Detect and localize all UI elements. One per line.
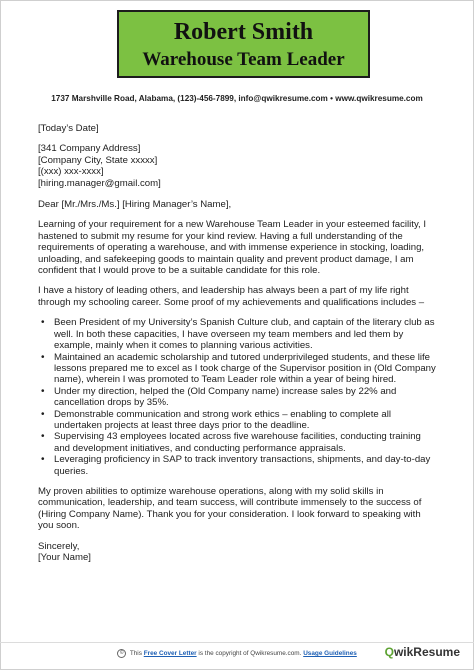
address-line: [hiring.manager@gmail.com] — [38, 177, 161, 189]
footer-divider — [0, 642, 474, 643]
signature-name: [Your Name] — [38, 552, 91, 563]
paragraph-history: I have a history of leading others, and leadership has always been a part of my life right through my schooling career. Some proof of my achievements and qualifications includes – — [38, 285, 425, 308]
applicant-name: Robert Smith — [173, 19, 314, 45]
address-line: [341 Company Address] — [38, 143, 141, 155]
name-banner — [117, 10, 370, 78]
list-item: • Maintained an academic scholarship and tutored underprivileged students, and these life lessons prepared me to excel as I took charge of the Supervisor position in (Old Company name), wherein I was promoted to Team Leader role within a year of being hired. — [38, 352, 436, 386]
address-line: [Company City, State xxxxx] — [38, 154, 158, 166]
contact-line: 1737 Marshville Road, Alabama, (123)-456-7899, info@qwikresume.com • www.qwikresume.com — [51, 94, 423, 103]
closing: Sincerely, — [38, 540, 80, 552]
achievements-list — [38, 317, 436, 477]
copyright-icon: © — [117, 649, 126, 658]
logo-q: Q — [384, 645, 394, 659]
qwikresume-logo — [385, 645, 460, 659]
paragraph-intro: Learning of your requirement for a new Warehouse Team Leader in your esteemed facility, I hastened to submit my resume for your kind review. Having a full understanding of the requirements of operating a warehouse, and with immense experience in stocking, loading, unloading, and safekeeping goods to maintain quality and prevent product damage, I am confident that I would prove to be a suitable candidate for this role. — [38, 219, 427, 277]
footer-copyright-text: is the copyright of Qwikresume.com. — [198, 650, 302, 658]
letter-body — [38, 123, 436, 563]
list-item: • Been President of my University’s Spanish Culture club, and captain of the literary club as well. In both these capacities, I have overseen my team members and led them by example, mainly when it comes to planning various activities. — [38, 317, 436, 351]
job-title: Warehouse Team Leader — [142, 49, 345, 70]
logo-text: wikResume — [393, 645, 460, 659]
list-item: • Supervising 43 employees located across five warehouse facilities, conducting training and development initiatives, and conducting performance appraisals. — [38, 431, 436, 454]
list-item: • Under my direction, helped the (Old Company name) increase sales by 22% and cancellation drops by 35%. — [38, 386, 436, 409]
list-item: • Leveraging proficiency in SAP to track inventory transactions, shipments, and day-to-day queries. — [38, 454, 436, 477]
salutation: Dear [Mr./Mrs./Ms.] [Hiring Manager’s Name], — [38, 199, 232, 211]
paragraph-closing: My proven abilities to optimize warehouse operations, along with my solid skills in communication, leadership, and team success, will contribute immensely to the success of (Hiring Company Name). Thank you for your consideration. I look forward to speaking with you soon. — [38, 485, 422, 532]
list-item: • Demonstrable communication and strong work ethics – enabling to complete all undertaken projects at least three days prior to the deadline. — [38, 409, 436, 432]
usage-guidelines-link[interactable]: Usage Guidelines — [303, 650, 357, 658]
footer-prefix: This — [129, 650, 142, 658]
address-line: [(xxx) xxx-xxxx] — [38, 166, 104, 178]
free-cover-letter-link[interactable]: Free Cover Letter — [143, 650, 197, 658]
letter-date: [Today’s Date] — [38, 123, 99, 134]
